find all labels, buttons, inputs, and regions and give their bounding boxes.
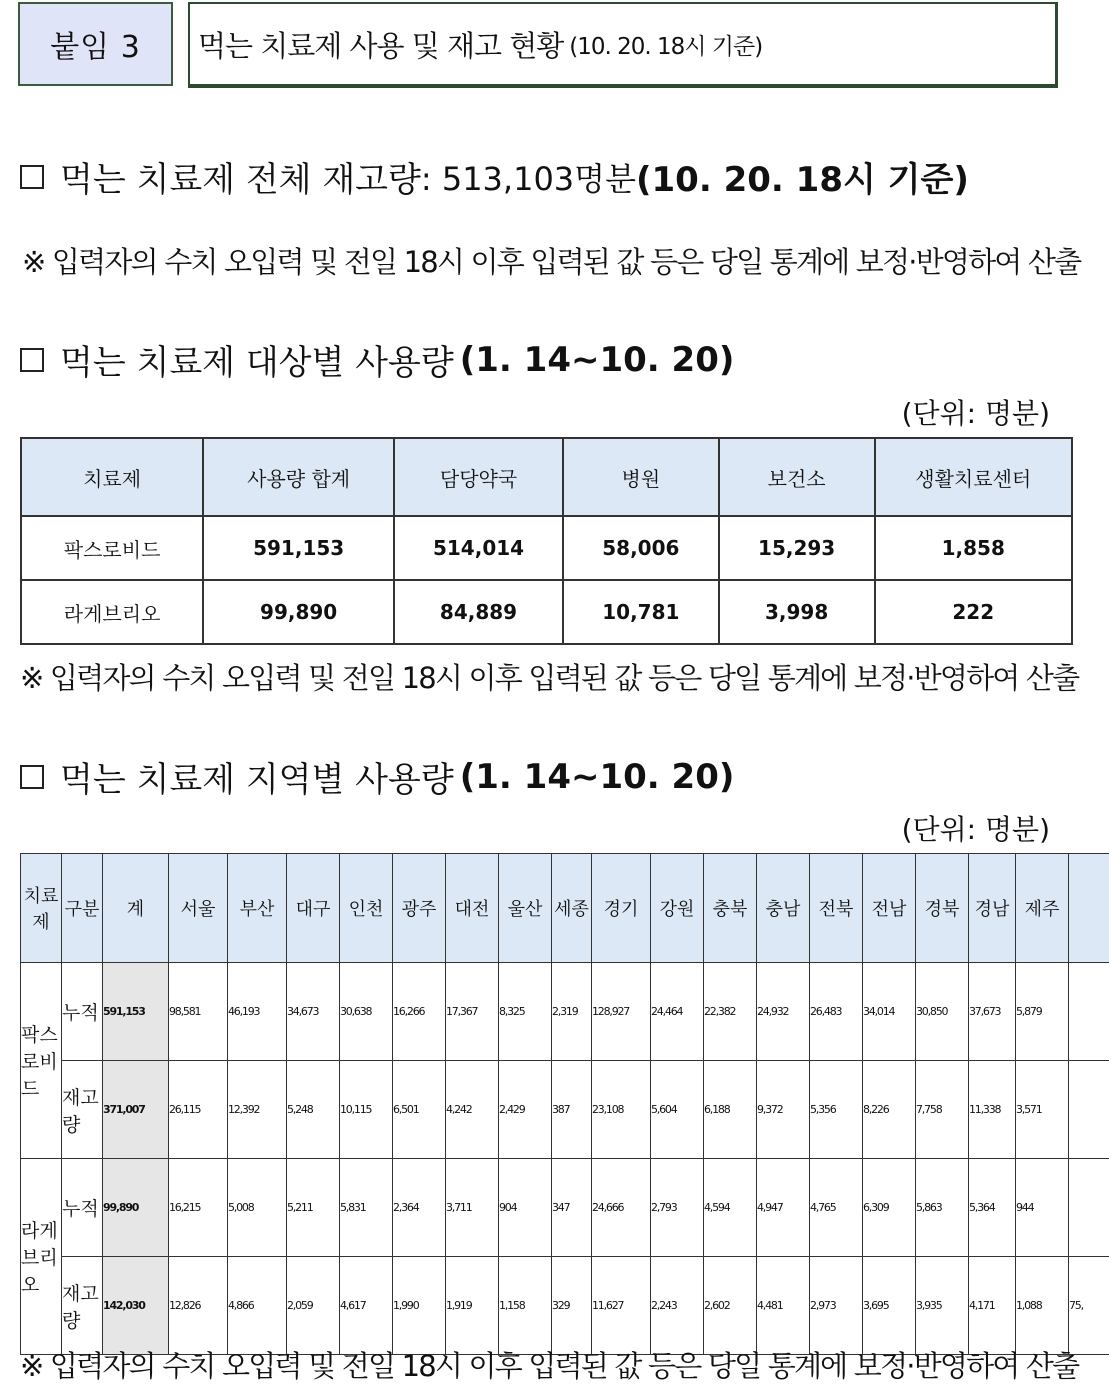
table-header-cell: 생활치료센터	[875, 438, 1072, 516]
table-cell: 347	[552, 1159, 592, 1257]
note-1: ※ 입력자의 수치 오입력 및 전일 18시 이후 입력된 값 등은 당일 통계에 보정·반영하여 산출	[22, 245, 1081, 279]
table-cell: 4,242	[446, 1061, 499, 1159]
table-cell: 6,188	[704, 1061, 757, 1159]
table-cell: 99,890	[203, 580, 394, 644]
table-header-cell: 계	[103, 854, 169, 963]
note-3: ※ 입력자의 수치 오입력 및 전일 18시 이후 입력된 값 등은 당일 통계에 보정·반영하여 산출	[20, 1349, 1079, 1383]
cut-off-cell	[1069, 1159, 1109, 1257]
table-cell: 팍스로비드	[21, 516, 203, 580]
table-cell: 3,711	[446, 1159, 499, 1257]
table-cell: 24,932	[757, 963, 810, 1061]
table-cell: 5,248	[287, 1061, 340, 1159]
table-header-cell: 대전	[446, 854, 499, 963]
table-cell: 1,858	[875, 516, 1072, 580]
cut-off-cell	[1069, 1061, 1109, 1159]
page-title	[188, 2, 1058, 88]
unit-label-1: (단위: 명분)	[901, 397, 1050, 430]
type-cell: 재고량	[62, 1061, 103, 1159]
table-header-cell: 경북	[916, 854, 969, 963]
table-cell: 17,367	[446, 963, 499, 1061]
table-cell: 98,581	[169, 963, 228, 1061]
usage-by-target-period: (1. 14~10. 20)	[459, 339, 735, 380]
table-cell: 11,627	[592, 1257, 651, 1355]
checkbox-square-icon	[20, 765, 44, 789]
table-cell: 3,571	[1016, 1061, 1069, 1159]
type-cell: 누적	[62, 1159, 103, 1257]
table-header-cell: 치료제	[21, 438, 203, 516]
checkbox-square-icon	[20, 348, 44, 372]
total-cell: 591,153	[103, 963, 169, 1061]
table-row	[21, 1061, 1109, 1159]
table-cell: 5,364	[969, 1159, 1016, 1257]
table-header-cell: 구분	[62, 854, 103, 963]
table-cell: 4,947	[757, 1159, 810, 1257]
table-header-cell: 보건소	[719, 438, 875, 516]
cut-off-cell	[1069, 963, 1109, 1061]
table-cell: 4,765	[810, 1159, 863, 1257]
table-row	[21, 580, 1072, 644]
table-cell: 23,108	[592, 1061, 651, 1159]
table-cell: 10,781	[563, 580, 719, 644]
table-header-cell: 전북	[810, 854, 863, 963]
table-cell: 329	[552, 1257, 592, 1355]
table-cell: 4,594	[704, 1159, 757, 1257]
table-cell: 24,666	[592, 1159, 651, 1257]
table-cell: 904	[499, 1159, 552, 1257]
table-header-cell: 담당약국	[394, 438, 563, 516]
unit-label-2: (단위: 명분)	[901, 813, 1050, 846]
total-stock-heading	[20, 152, 969, 201]
total-cell: 371,007	[103, 1061, 169, 1159]
table-cell: 37,673	[969, 963, 1016, 1061]
table-cell: 10,115	[340, 1061, 393, 1159]
table-row	[21, 1159, 1109, 1257]
table-cell: 6,309	[863, 1159, 916, 1257]
table-cell: 4,866	[228, 1257, 287, 1355]
drug-name-cell: 라게브리오	[21, 1159, 62, 1355]
table-cell: 5,211	[287, 1159, 340, 1257]
table-cell: 2,602	[704, 1257, 757, 1355]
note-2: ※ 입력자의 수치 오입력 및 전일 18시 이후 입력된 값 등은 당일 통계에 보정·반영하여 산출	[20, 661, 1079, 695]
usage-by-target-heading	[20, 335, 734, 384]
table-cell: 16,215	[169, 1159, 228, 1257]
table-header-cell: 강원	[651, 854, 704, 963]
table-cell: 2,319	[552, 963, 592, 1061]
table-header-cell: 부산	[228, 854, 287, 963]
table-cell: 387	[552, 1061, 592, 1159]
table-cell: 2,429	[499, 1061, 552, 1159]
table-header-cell: 서울	[169, 854, 228, 963]
usage-by-region-period: (1. 14~10. 20)	[459, 756, 735, 797]
table-cell: 8,325	[499, 963, 552, 1061]
table-cell: 1,158	[499, 1257, 552, 1355]
table-cell: 514,014	[394, 516, 563, 580]
table-cell: 2,793	[651, 1159, 704, 1257]
total-stock-date: (10. 20. 18시 기준)	[635, 160, 969, 200]
table-cell: 5,356	[810, 1061, 863, 1159]
table-cell: 26,483	[810, 963, 863, 1061]
table-cell: 34,673	[287, 963, 340, 1061]
type-cell: 재고량	[62, 1257, 103, 1355]
table-cell: 1,919	[446, 1257, 499, 1355]
table-cell: 1,088	[1016, 1257, 1069, 1355]
table-cell: 1,990	[393, 1257, 446, 1355]
table-header-cell: 사용량 합계	[203, 438, 394, 516]
table-header-cell: 광주	[393, 854, 446, 963]
checkbox-square-icon	[20, 165, 44, 189]
table-row	[21, 1257, 1109, 1355]
table-cell: 8,226	[863, 1061, 916, 1159]
table-header-cell: 대구	[287, 854, 340, 963]
total-stock-label: 먹는 치료제 전체 재고량	[60, 160, 421, 200]
table-cell: 4,617	[340, 1257, 393, 1355]
usage-by-region-heading	[20, 752, 734, 801]
table-cell: 3,998	[719, 580, 875, 644]
table-cell: 3,695	[863, 1257, 916, 1355]
total-stock-value: : 513,103명분	[420, 159, 636, 198]
table-cell: 5,604	[651, 1061, 704, 1159]
table-cell: 58,006	[563, 516, 719, 580]
table-header-cell: 충남	[757, 854, 810, 963]
cut-off-cell: 75,	[1069, 1257, 1109, 1355]
drug-name-cell: 팍스로비드	[21, 963, 62, 1159]
table-cell: 5,879	[1016, 963, 1069, 1061]
table-cell: 6,501	[393, 1061, 446, 1159]
table-cell: 222	[875, 580, 1072, 644]
table-header-cell: 충북	[704, 854, 757, 963]
table-cell: 26,115	[169, 1061, 228, 1159]
usage-by-region-table	[20, 853, 1109, 1355]
table-cell: 84,889	[394, 580, 563, 644]
table-cell: 2,059	[287, 1257, 340, 1355]
table-row	[21, 963, 1109, 1061]
table-cell: 5,831	[340, 1159, 393, 1257]
page-title-main: 먹는 치료제 사용 및 재고 현황	[198, 28, 564, 63]
table-header-cell: 경남	[969, 854, 1016, 963]
table-cell: 2,364	[393, 1159, 446, 1257]
table-cell: 12,826	[169, 1257, 228, 1355]
table-header-cell-cut	[1069, 854, 1109, 963]
table-cell: 16,266	[393, 963, 446, 1061]
table-cell: 5,863	[916, 1159, 969, 1257]
table-header-cell: 병원	[563, 438, 719, 516]
table-cell: 591,153	[203, 516, 394, 580]
total-cell: 142,030	[103, 1257, 169, 1355]
table-cell: 라게브리오	[21, 580, 203, 644]
table-cell: 22,382	[704, 963, 757, 1061]
table-cell: 30,638	[340, 963, 393, 1061]
table-cell: 15,293	[719, 516, 875, 580]
total-cell: 99,890	[103, 1159, 169, 1257]
table-cell: 46,193	[228, 963, 287, 1061]
table-cell: 30,850	[916, 963, 969, 1061]
table-cell: 3,935	[916, 1257, 969, 1355]
table-header-cell: 경기	[592, 854, 651, 963]
table-cell: 12,392	[228, 1061, 287, 1159]
usage-by-target-table	[20, 437, 1073, 645]
table-cell: 24,464	[651, 963, 704, 1061]
appendix-tag: 붙임 3	[18, 2, 173, 86]
table-cell: 9,372	[757, 1061, 810, 1159]
usage-by-target-title: 먹는 치료제 대상별 사용량	[60, 343, 454, 383]
table-header-cell: 제주	[1016, 854, 1069, 963]
type-cell: 누적	[62, 963, 103, 1061]
table-header-cell: 인천	[340, 854, 393, 963]
table-cell: 5,008	[228, 1159, 287, 1257]
table-cell: 944	[1016, 1159, 1069, 1257]
table-cell: 11,338	[969, 1061, 1016, 1159]
table-cell: 4,481	[757, 1257, 810, 1355]
table-header-cell: 세종	[552, 854, 592, 963]
table-cell: 34,014	[863, 963, 916, 1061]
table-cell: 128,927	[592, 963, 651, 1061]
table-cell: 2,243	[651, 1257, 704, 1355]
table-cell: 7,758	[916, 1061, 969, 1159]
table-header-cell: 전남	[863, 854, 916, 963]
usage-by-region-title: 먹는 치료제 지역별 사용량	[60, 760, 454, 800]
table-header-cell: 울산	[499, 854, 552, 963]
table-cell: 2,973	[810, 1257, 863, 1355]
page-title-date: (10. 20. 18시 기준)	[569, 33, 763, 60]
table-cell: 4,171	[969, 1257, 1016, 1355]
table-header-cell: 치료제	[21, 854, 62, 963]
table-row	[21, 516, 1072, 580]
